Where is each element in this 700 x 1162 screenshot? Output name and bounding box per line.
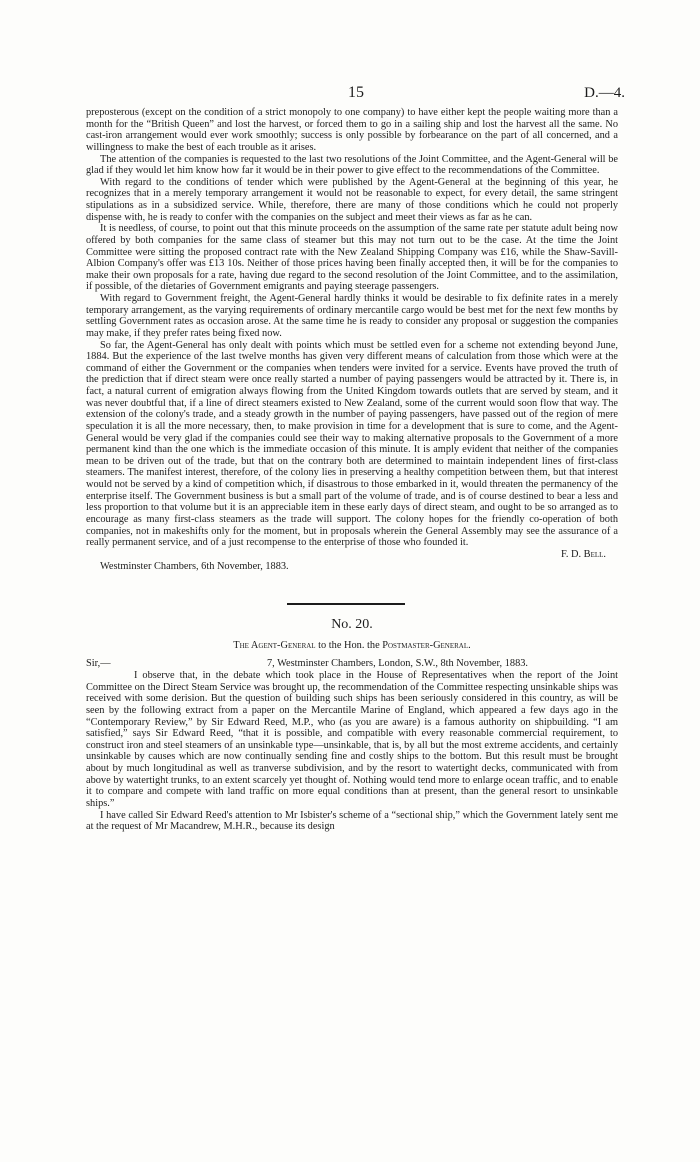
letter-title-from: The Agent-General [233, 640, 316, 652]
paragraph: So far, the Agent-General has only dealt with points which must be settled even for a scheme not extending beyond June, 1884. But the experience of the last twelve months has given very different means of calculation from those which were at the command of either the Government or the companies when tenders were invited for a service. Events have proved the truth of the prediction that if direct steam were once really started a number of paying passengers would be attracted by it. There is, in fact, a natural current of emigration always flowing from the United Kingdom towards outlets that are served by steam, and it was never doubtful that, if a line of direct steamers existed to New Zealand, some of the current would soon flow that way. The extension of the colony's trade, and a steady growth in the number of paying passengers, have passed out of the region of mere speculation it is all the more necessary, then, to make provision in time for a development that is sure to come, and the Agent-General would be very glad if the companies could see their way to making alternative proposals to the Government of a more permanent kind than the one which is the immediate occasion of this minute. It is amply evident that neither of the companies mean to be driven out of the trade, but that on the contrary both are determined to maintain independent lines of first-class steamers. The manifest interest, therefore, of the colony lies in preserving a healthy competition between them, but that interest would not be served by a kind of competition which, if disastrous to those embarked in it, would threaten the permanency of the enterprise itself. The Government business is but a small part of the volume of trade, and is of course destined to bear a less and less proportion to that volume but it is an appreciable item in these early days of direct steam, and ought to be so arranged as to encourage as many first-class steamers as the trade will support. The colony hopes for the friendly co-operation of both companies, not in makeshifts only for the moment, but in proposals wherein the General Assembly may see the assurance of a really permanent service, and of a just recompense to the enterprise of those who founded it. [86, 339, 618, 549]
paragraph: I have called Sir Edward Reed's attention to Mr Isbister's scheme of a “sectional ship,” which the Government lately sent me at the request of Mr Macandrew, M.H.R., because its design [86, 809, 618, 833]
paragraph: I observe that, in the debate which took place in the House of Representatives when the report of the Joint Committee on the Direct Steam Service was brought up, the recommendation of the Committee respecting unsinkable ships was received with some derision. But the question of building such ships has been seriously considered in this country, as will be seen by the following extract from a paper on the Mercantile Marine of England, which appeared a few days ago in the “Contemporary Review,” by Sir Edward Reed, M.P., who (as you are aware) is a famous authority on shipbuilding. “I am satisfied,” says Sir Edward Reed, “that it is possible, and compatible with every reasonable commercial requirement, to construct iron and steel steamers of an unsinkable type—unsinkable, that is, by all but the most extreme accidents, and certainly unsinkable by causes which are now continually sending fine and costly ships to the bottom. But this result must be brought about by much longitudinal as well as tranverse subdivision, and by the resort to watertight decks, communicated with from above by watertight trunks, to an extent scarcely yet thought of. Nothing would tend more to enlarge ocean traffic, and to enable it to compare and compete with land traffic on more equal conditions than at present, than the general resort to unsinkable ships.” [86, 670, 618, 809]
signature-line [86, 549, 618, 561]
section-divider [287, 603, 405, 605]
paragraph: preposterous (except on the condition of a strict monopoly to one company) to have either kept the people waiting more than a month for the “British Queen” and lost the harvest, or forced them to go in a sailing ship and lost the harvest all the same. No cast-iron arrangement would ever work smoothly; success is only possible by forbearance on the part of all concerned, and a willingness to make the best of each trouble as it arises. [86, 107, 618, 153]
letter-address: 7, Westminster Chambers, London, S.W., 8th November, 1883. [266, 658, 528, 669]
letter-title-connector: to the Hon. the [315, 640, 383, 652]
paragraph: It is needless, of course, to point out that this minute proceeds on the assumption of the same rate per statute adult being now offered by both companies for the same class of steamer but this may not turn out to be the case. At the time the Joint Committee were sitting the proposed contract rate with the New Zealand Shipping Company was £16, while the Shaw-Savill-Albion Company's offer was £13 10s. Neither of those prices having been finally accepted then, it will be for the companies to make their own proposals for a rate, having due regard to the second resolution of the Joint Committee, and to the assimilation, if possible, of the dietaries of Government emigrants and paying steerage passengers. [86, 223, 618, 293]
page-reference: D.—4. [584, 85, 625, 101]
salutation: Sir,— [86, 658, 111, 669]
paragraph: With regard to the conditions of tender which were published by the Agent-General at the beginning of this year, he recognizes that in a merely temporary arrangement it would not be reasonable to expect, for every detail, the same stringent stipulations as in a subsidized service. While, therefore, there are many of those conditions which he could not properly dispense with, he is ready to confer with the companies on the subject and meet their views as far as he can. [86, 176, 618, 223]
paragraph: The attention of the companies is requested to the last two resolutions of the Joint Committee, and the Agent-General will be glad if they would let him know how far it would be in their power to give effect to the recommendations of the Committee. [86, 153, 618, 177]
section-number: No. 20. [331, 617, 373, 633]
page-number: 15 [348, 84, 364, 101]
paragraph: With regard to Government freight, the Agent-General hardly thinks it would be desirable to fix definite rates in a merely temporary arrangement, as the varying requirements of ordinary mercantile cargo would be best met for the next few months by settling Government rates as occasion arose. At the same time he is ready to consider any proposal or suggestion the companies may make, if they prefer rates being fixed now. [86, 293, 618, 339]
letter-title [86, 640, 618, 652]
signature: F. D. Bell. [560, 548, 606, 560]
document-body [86, 107, 618, 833]
page-header [80, 84, 625, 104]
salutation-line [86, 658, 618, 670]
letter-title-to: Postmaster-General. [382, 640, 471, 652]
dateline: Westminster Chambers, 6th November, 1883. [100, 560, 289, 572]
